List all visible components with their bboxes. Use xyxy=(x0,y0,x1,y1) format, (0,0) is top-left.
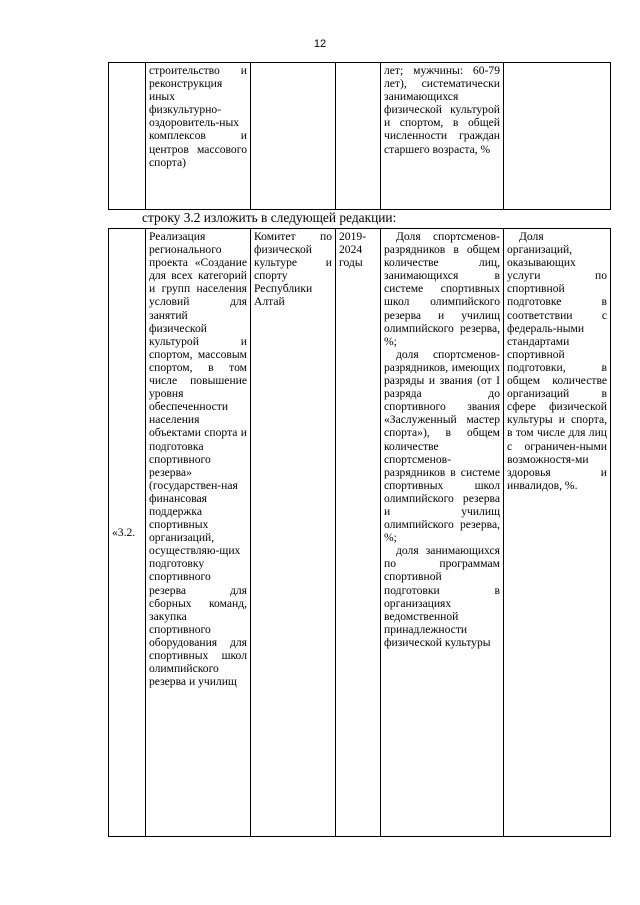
cell-number xyxy=(109,63,146,210)
cell-period xyxy=(336,63,381,210)
table-row xyxy=(109,63,611,210)
indicator-paragraph: доля спортсменов-разрядников, имеющих разряды и звания (от I разряда до спортивного звания «Заслуженный мастер спорта»), в общем количестве спортсменов-разрядников в системе спортивных школ олимпийского резерва и училищ олимпийского резерва, %; xyxy=(384,347,500,545)
table-continuation xyxy=(108,62,611,210)
cell-indicators xyxy=(381,229,504,837)
cell-result xyxy=(504,63,611,210)
cell-event-name: Реализация регионального проекта «Создание для всех категорий и групп населения условий для занятий физической культурой и спортом, массовым спортом, в том числе повышение уровня обеспеченности населения объектами спорта и подготовка спортивного резерва» (государствен-ная финансовая поддержка спортивных организаций, осуществляю-щих подготовку спортивного резерва для сборных команд, закупка спортивного оборудования для спортивных школ олимпийского резерва и училищ xyxy=(146,229,251,837)
cell-executor: Комитет по физической культуре и спорту Республики Алтай xyxy=(251,229,336,837)
indicator-paragraph: Доля спортсменов-разрядников в общем количестве лиц, занимающихся в системе спортивных школ олимпийского резерва и училищ олимпийского резерва, %; xyxy=(384,230,500,348)
cell-number: «3.2. xyxy=(109,229,146,837)
indicator-paragraph: доля занимающихся по программам спортивной подготовки в организациях ведомственной принадлежности физической культуры xyxy=(384,544,500,649)
cell-period: 2019-2024 годы xyxy=(336,229,381,837)
cell-indicator: лет; мужчины: 60-79 лет), систематически занимающихся физической культурой и спортом, в общей численности граждан старшего возраста, % xyxy=(381,63,504,210)
page-number: 12 xyxy=(313,38,327,50)
cell-event-name: строительство и реконструкция иных физкультурно-оздоровитель-ных комплексов и центров массового спорта) xyxy=(146,63,251,210)
cell-result: Доля организаций, оказывающих услуги по спортивной подготовке в соответствии с федераль-ными стандартами спортивной подготовки, в общем количестве организаций в сфере физической культуры и спорта, в том числе для лиц с ограничен-ными возможностя-ми здоровья и инвалидов, %. xyxy=(504,229,611,837)
cell-executor xyxy=(251,63,336,210)
table-row-3-2 xyxy=(108,228,611,837)
table-row xyxy=(109,229,611,837)
amendment-instruction: строку 3.2 изложить в следующей редакции: xyxy=(142,210,397,225)
